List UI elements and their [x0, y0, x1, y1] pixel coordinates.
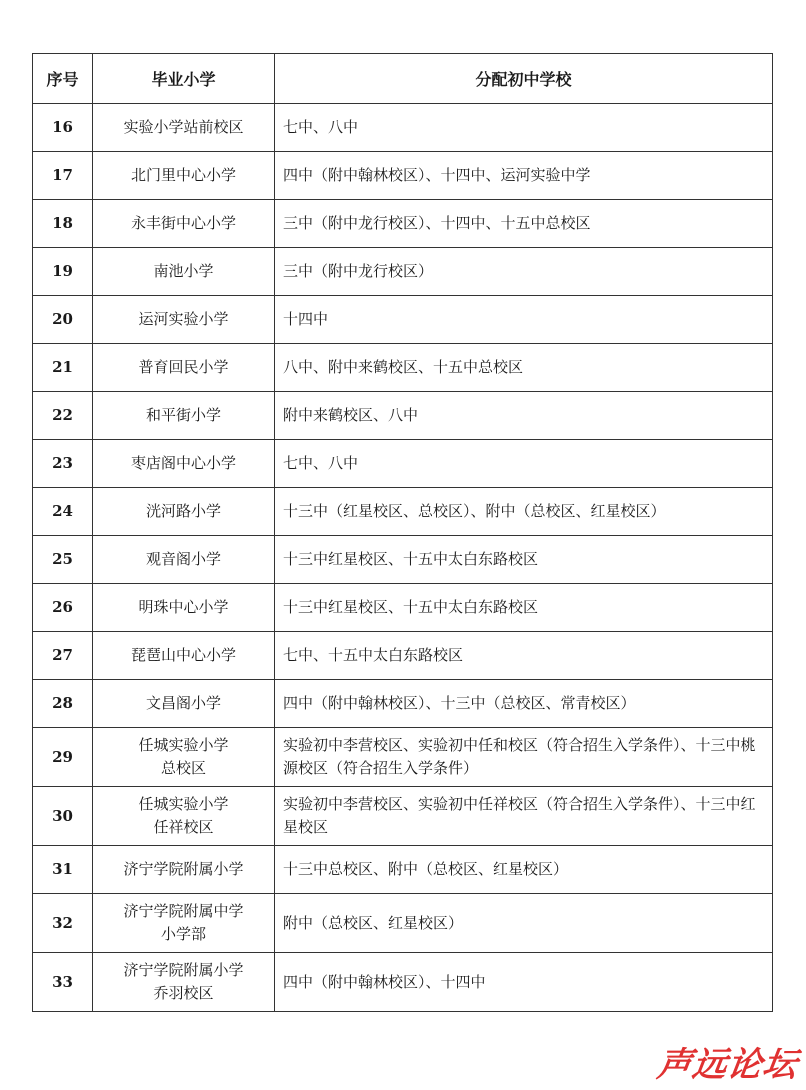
primary-school-name-line: 明珠中心小学: [138, 598, 229, 616]
primary-school-name-line: 总校区: [160, 759, 206, 777]
header-school: 毕业小学: [93, 54, 275, 104]
row-number: 31: [33, 846, 93, 894]
table-row: [33, 680, 773, 728]
primary-school-cell: [93, 488, 275, 536]
table-row: [33, 104, 773, 152]
primary-school-name-line: 济宁学院附属中学: [123, 902, 244, 920]
primary-school-name-line: 洸河路小学: [145, 502, 221, 520]
row-number: 24: [33, 488, 93, 536]
row-number: 20: [33, 296, 93, 344]
primary-school-cell: [93, 728, 275, 787]
assigned-middle-schools-cell: 七中、八中: [275, 440, 773, 488]
assigned-middle-schools-cell: 十三中总校区、附中（总校区、红星校区）: [275, 846, 773, 894]
header-row: [33, 54, 773, 104]
primary-school-name-line: 枣店阁中心小学: [130, 454, 236, 472]
assigned-middle-schools-cell: 七中、八中: [275, 104, 773, 152]
table-row: [33, 440, 773, 488]
primary-school-name-line: 任城实验小学: [138, 736, 229, 754]
primary-school-cell: [93, 846, 275, 894]
assigned-middle-schools-cell: 十三中（红星校区、总校区）、附中（总校区、红星校区）: [275, 488, 773, 536]
row-number: 32: [33, 894, 93, 953]
primary-school-cell: [93, 200, 275, 248]
table-row: [33, 392, 773, 440]
primary-school-cell: [93, 632, 275, 680]
assigned-middle-schools-cell: 实验初中李营校区、实验初中任和校区（符合招生入学条件）、十三中桃源校区（符合招生入学条件）: [275, 728, 773, 787]
primary-school-cell: [93, 584, 275, 632]
table-row: [33, 248, 773, 296]
table-row: [33, 728, 773, 787]
assigned-middle-schools-cell: 附中来鹤校区、八中: [275, 392, 773, 440]
primary-school-cell: [93, 894, 275, 953]
assigned-middle-schools-cell: 四中（附中翰林校区）、十三中（总校区、常青校区）: [275, 680, 773, 728]
primary-school-cell: [93, 392, 275, 440]
table-row: [33, 488, 773, 536]
table-row: [33, 200, 773, 248]
table-row: [33, 536, 773, 584]
row-number: 21: [33, 344, 93, 392]
primary-school-cell: [93, 953, 275, 1012]
assigned-middle-schools-cell: 四中（附中翰林校区）、十四中: [275, 953, 773, 1012]
school-assignment-table: [32, 53, 773, 1012]
row-number: 33: [33, 953, 93, 1012]
primary-school-name-line: 和平街小学: [145, 406, 221, 424]
assigned-middle-schools-cell: 附中（总校区、红星校区）: [275, 894, 773, 953]
row-number: 18: [33, 200, 93, 248]
primary-school-cell: [93, 680, 275, 728]
forum-watermark-logo: 声远论坛: [654, 1045, 801, 1085]
primary-school-name-line: 文昌阁小学: [145, 694, 221, 712]
assigned-middle-schools-cell: 十三中红星校区、十五中太白东路校区: [275, 584, 773, 632]
primary-school-name-line: 北门里中心小学: [130, 166, 236, 184]
assigned-middle-schools-cell: 七中、十五中太白东路校区: [275, 632, 773, 680]
row-number: 16: [33, 104, 93, 152]
table-row: [33, 152, 773, 200]
row-number: 23: [33, 440, 93, 488]
row-number: 17: [33, 152, 93, 200]
primary-school-name-line: 普育回民小学: [138, 358, 229, 376]
table-row: [33, 344, 773, 392]
header-no: 序号: [33, 54, 93, 104]
assigned-middle-schools-cell: 八中、附中来鹤校区、十五中总校区: [275, 344, 773, 392]
assigned-middle-schools-cell: 三中（附中龙行校区）、十四中、十五中总校区: [275, 200, 773, 248]
row-number: 25: [33, 536, 93, 584]
table-row: [33, 953, 773, 1012]
primary-school-cell: [93, 536, 275, 584]
primary-school-cell: [93, 104, 275, 152]
primary-school-name-line: 琵琶山中心小学: [130, 646, 236, 664]
table-row: [33, 787, 773, 846]
row-number: 30: [33, 787, 93, 846]
primary-school-cell: [93, 296, 275, 344]
primary-school-name-line: 济宁学院附属小学: [123, 961, 244, 979]
table-body: [33, 104, 773, 1012]
primary-school-cell: [93, 248, 275, 296]
table-row: [33, 632, 773, 680]
table-row: [33, 296, 773, 344]
primary-school-name-line: 乔羽校区: [153, 984, 214, 1002]
row-number: 27: [33, 632, 93, 680]
table-row: [33, 894, 773, 953]
primary-school-name-line: 南池小学: [153, 262, 214, 280]
primary-school-name-line: 观音阁小学: [145, 550, 221, 568]
assigned-middle-schools-cell: 四中（附中翰林校区）、十四中、运河实验中学: [275, 152, 773, 200]
primary-school-name-line: 小学部: [160, 925, 206, 943]
primary-school-name-line: 运河实验小学: [138, 310, 229, 328]
table-row: [33, 846, 773, 894]
assigned-middle-schools-cell: 十四中: [275, 296, 773, 344]
assigned-middle-schools-cell: 十三中红星校区、十五中太白东路校区: [275, 536, 773, 584]
assigned-middle-schools-cell: 实验初中李营校区、实验初中任祥校区（符合招生入学条件）、十三中红星校区: [275, 787, 773, 846]
row-number: 19: [33, 248, 93, 296]
row-number: 29: [33, 728, 93, 787]
primary-school-name-line: 任城实验小学: [138, 795, 229, 813]
row-number: 28: [33, 680, 93, 728]
primary-school-name-line: 济宁学院附属小学: [123, 860, 244, 878]
table-row: [33, 584, 773, 632]
row-number: 26: [33, 584, 93, 632]
primary-school-name-line: 任祥校区: [153, 818, 214, 836]
primary-school-cell: [93, 344, 275, 392]
primary-school-name-line: 永丰街中心小学: [130, 214, 236, 232]
row-number: 22: [33, 392, 93, 440]
primary-school-cell: [93, 787, 275, 846]
header-target: 分配初中学校: [275, 54, 773, 104]
primary-school-cell: [93, 440, 275, 488]
primary-school-cell: [93, 152, 275, 200]
assigned-middle-schools-cell: 三中（附中龙行校区）: [275, 248, 773, 296]
primary-school-name-line: 实验小学站前校区: [123, 118, 244, 136]
